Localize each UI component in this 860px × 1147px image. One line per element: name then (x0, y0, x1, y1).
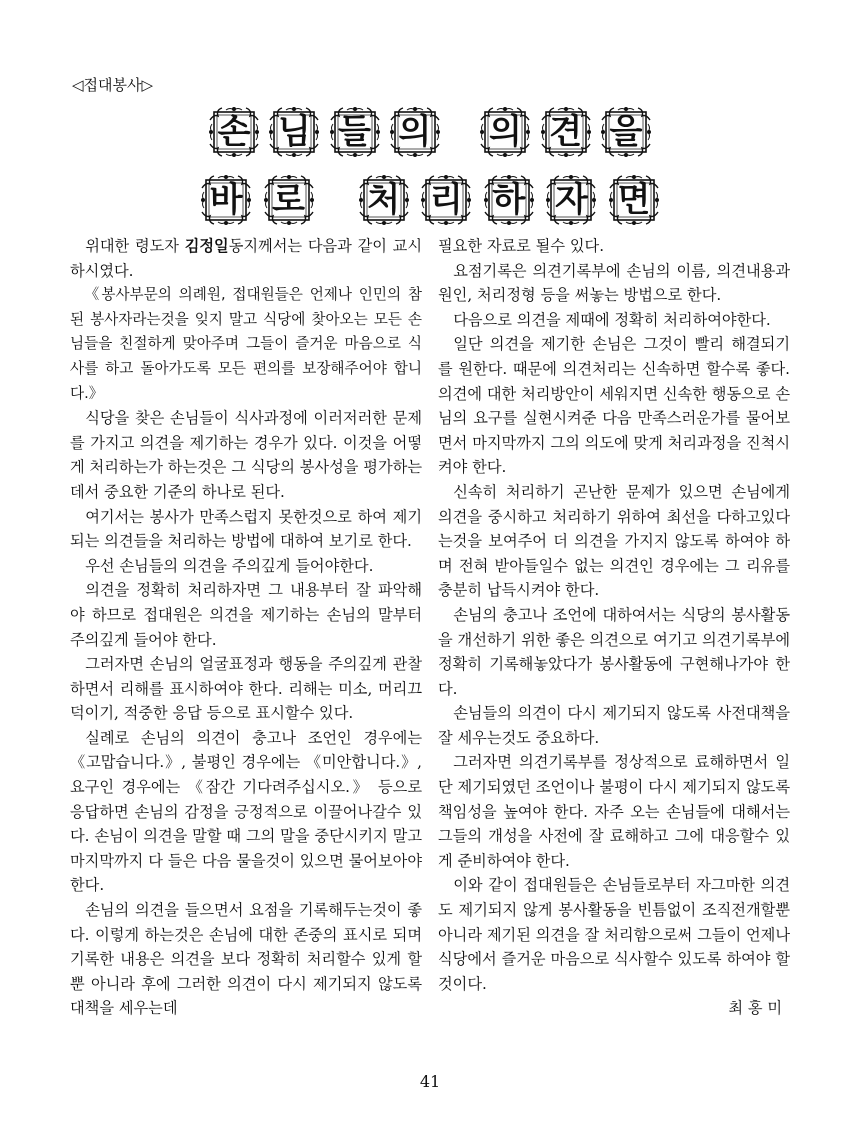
section-tag: ◁접대봉사▷ (72, 76, 154, 94)
paragraph: 다음으로 의견을 제때에 정확히 처리하여야한다. (453, 310, 771, 329)
page-number: 41 (419, 1072, 441, 1091)
title-char: 의 (389, 106, 441, 158)
leader-name: 김정일 (184, 237, 229, 255)
title-char: 의 (479, 106, 531, 158)
left-column (70, 234, 422, 1021)
title-char: 처 (358, 174, 410, 226)
paragraph: 요점기록은 의견기록부에 손님의 이름, 의견내용과 원인, 처리정형 등을 써놓는 방법으로 한다. (438, 261, 790, 305)
paragraph: 필요한 자료로 될수 있다. (438, 237, 605, 255)
title-char: 견 (540, 106, 592, 158)
title-char: 들 (329, 106, 381, 158)
paragraph: 그러자면 의견기록부를 정상적으로 료해하면서 일단 제기되였던 조언이나 불평이 다시 제기되지 않도록 책임성을 높여야 한다. 자주 오는 손님들에 대해서는 그들의 개성을 사전에 잘 료해하고 그에 대응할수 있게 준비하여야 한다. (438, 753, 790, 870)
title-char: 님 (268, 106, 320, 158)
title-char: 바 (200, 174, 252, 226)
paragraph: 실례로 손님의 의견이 충고나 조언인 경우에는 《고맙습니다.》, 불평인 경우에는 《미안합니다.》, 요구인 경우에는 《잠간 기다려주십시오.》 등으로 응답하면 손님의 감정을 긍정적으로 이끌어나갈수 있다. 손님이 의견을 말할 때 그의 말을 중단시키지 말고 마지막까지 다 들은 다음 물을것이 있으면 물어보아야 한다. (70, 728, 422, 895)
title-char: 리 (420, 174, 472, 226)
paragraph: 그러자면 손님의 얼굴표정과 행동을 주의깊게 관찰하면서 리해를 표시하여야 한다. 리해는 미소, 머리끄덕이기, 적중한 응답 등으로 표시할수 있다. (70, 655, 422, 723)
article-title (200, 102, 660, 238)
title-char: 을 (600, 106, 652, 158)
paragraph: 우선 손님들의 의견을 주의깊게 들어야한다. (85, 556, 374, 575)
author-name: 최 홍 미 (728, 999, 782, 1018)
paragraph: 의견을 정확히 처리하자면 그 내용부터 잘 파악해야 하므로 접대원은 의견을 제기하는 손님의 말부터 주의깊게 들어야 한다. (70, 581, 422, 649)
paragraph: 손님의 의견을 들으면서 요점을 기록해두는것이 좋다. 이렇게 하는것은 손님에 대한 존중의 표시로 되며 기록한 내용은 의견을 보다 정확히 처리할수 있게 할뿐 아니라 후에 그러한 의견이 다시 제기되지 않도록 대책을 세우는데 (70, 901, 422, 1018)
paragraph: 식당을 찾은 손님들이 식사과정에 이러저러한 문제를 가지고 의견을 제기하는 경우가 있다. 이것을 어떻게 처리하는가 하는것은 그 식당의 봉사성을 평가하는데서 중요한 기준의 하나로 된다. (70, 409, 422, 501)
title-char: 하 (483, 174, 535, 226)
title-char: 면 (608, 174, 660, 226)
title-char: 손 (208, 106, 260, 158)
title-line-2 (200, 170, 660, 230)
paragraph: 이와 같이 접대원들은 손님들로부터 자그마한 의견도 제기되지 않게 봉사활동을 빈틈없이 조직전개할뿐 아니라 제기된 의견을 잘 처리함으로써 그들이 언제나 식당에서 즐거운 마음으로 식사할수 있도록 하여야 할것이다. (438, 876, 790, 993)
quote-paragraph: 《봉사부문의 의례원, 접대원들은 언제나 인민의 참된 봉사자라는것을 잊지 말고 식당에 찾아오는 모든 손님들을 친절하게 맞아주며 그들이 즐거운 마음으로 식사를 하고 돌아가도록 모든 편의를 보장해주어야 합니다.》 (70, 286, 422, 402)
paragraph: 손님들의 의견이 다시 제기되지 않도록 사전대책을 잘 세우는것도 중요하다. (438, 704, 790, 747)
paragraph: 신속히 처리하기 곤난한 문제가 있으면 손님에게 의견을 중시하고 처리하기 위하여 최선을 다하고있다는것을 보여주어 더 의견을 가지지 않도록 하여야 하며 전혀 받아들일수 없는 의견인 경우에는 그 리유를 충분히 납득시켜야 한다. (438, 482, 790, 600)
paragraph: 위대한 령도자 김정일동지께서는 다음과 같이 교시하시였다. (70, 237, 422, 280)
paragraph: 일단 의견을 제기한 손님은 그것이 빨리 해결되기를 원한다. 때문에 의견처리는 신속하면 할수록 좋다. 의견에 대한 처리방안이 세워지면 신속한 행동으로 손님의 요구를 실현시켜준 다음 만족스러운가를 물어보면서 마지막까지 그의 의도에 맞게 처리과정을 진척시켜야 한다. (438, 335, 790, 477)
right-column (438, 234, 790, 1021)
title-char: 로 (263, 174, 315, 226)
paragraph: 여기서는 봉사가 만족스럽지 못한것으로 하여 제기되는 의견들을 처리하는 방법에 대하여 보기로 한다. (70, 507, 422, 551)
title-line-1 (200, 102, 660, 162)
paragraph: 손님의 충고나 조언에 대하여서는 식당의 봉사활동을 개선하기 위한 좋은 의견으로 여기고 의견기록부에 정확히 기록해놓았다가 봉사활동에 구현해나가야 한다. (438, 605, 790, 698)
title-char: 자 (545, 174, 597, 226)
